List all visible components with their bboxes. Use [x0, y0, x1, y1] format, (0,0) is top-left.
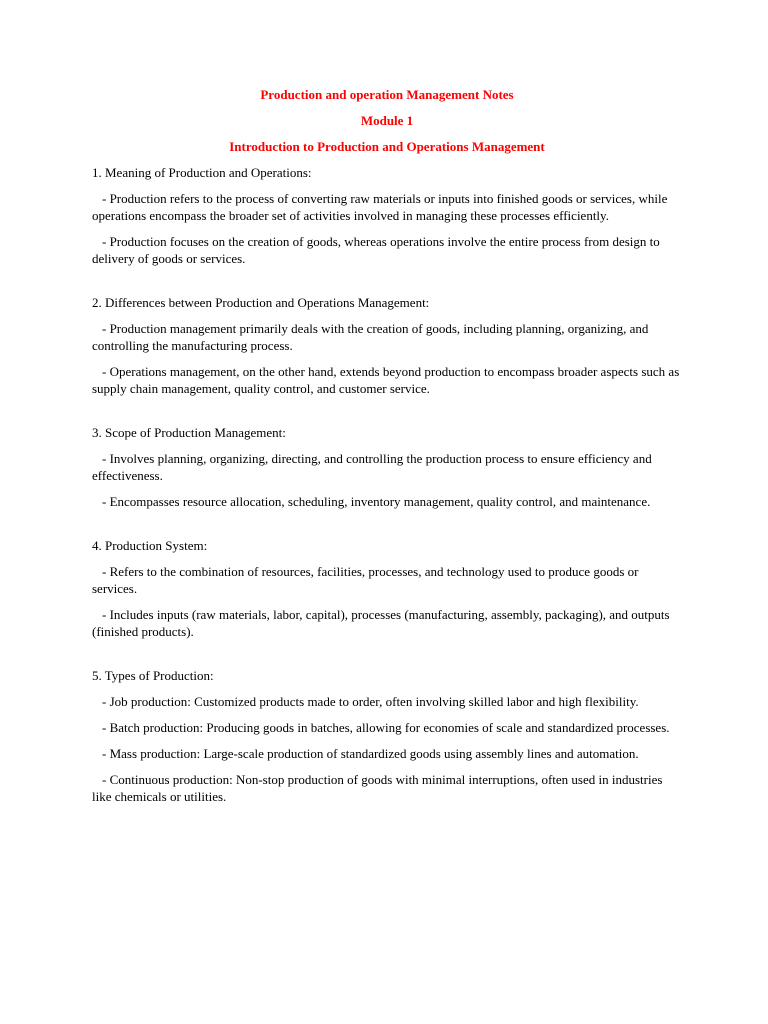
module-label: Module 1: [360, 113, 414, 128]
bullet-point: - Mass production: Large-scale production of standardized goods using assembly lines and automation.: [102, 746, 639, 761]
bullet-point: - Production focuses on the creation of goods, whereas operations involve the entire process from design to delivery of goods or services.: [92, 234, 660, 266]
section-heading: 2. Differences between Production and Operations Management:: [92, 295, 430, 310]
bullet-point: - Involves planning, organizing, directing, and controlling the production process to ensure efficiency and effectiveness.: [92, 451, 652, 483]
section-differences: [92, 294, 682, 397]
section-heading: 1. Meaning of Production and Operations:: [92, 165, 312, 180]
bullet-point: - Includes inputs (raw materials, labor, capital), processes (manufacturing, assembly, packaging), and outputs (finished products).: [92, 607, 670, 639]
section-meaning: [92, 164, 682, 267]
section-heading: 3. Scope of Production Management:: [92, 425, 286, 440]
bullet-point: - Job production: Customized products made to order, often involving skilled labor and high flexibility.: [102, 694, 639, 709]
section-heading: 5. Types of Production:: [92, 668, 214, 683]
module-subtitle: Introduction to Production and Operations Management: [229, 139, 545, 154]
bullet-point: - Refers to the combination of resources, facilities, processes, and technology used to produce goods or services.: [92, 564, 639, 596]
bullet-point: - Production refers to the process of converting raw materials or inputs into finished goods or services, while operations encompass the broader set of activities involved in managing these processes efficiently.: [92, 191, 668, 223]
section-types: [92, 667, 682, 805]
section-heading: 4. Production System:: [92, 538, 208, 553]
document-title: Production and operation Management Notes: [260, 87, 514, 102]
bullet-point: - Production management primarily deals with the creation of goods, including planning, organizing, and controlling the manufacturing process.: [92, 321, 649, 353]
section-production-system: [92, 537, 682, 640]
bullet-point: - Continuous production: Non-stop production of goods with minimal interruptions, often used in industries like chemicals or utilities.: [92, 772, 663, 804]
document-page: [92, 86, 682, 832]
bullet-point: - Encompasses resource allocation, scheduling, inventory management, quality control, and maintenance.: [102, 494, 651, 509]
bullet-point: - Operations management, on the other hand, extends beyond production to encompass broader aspects such as supply chain management, quality control, and customer service.: [92, 364, 680, 396]
bullet-point: - Batch production: Producing goods in batches, allowing for economies of scale and standardized processes.: [102, 720, 670, 735]
section-scope: [92, 424, 682, 510]
